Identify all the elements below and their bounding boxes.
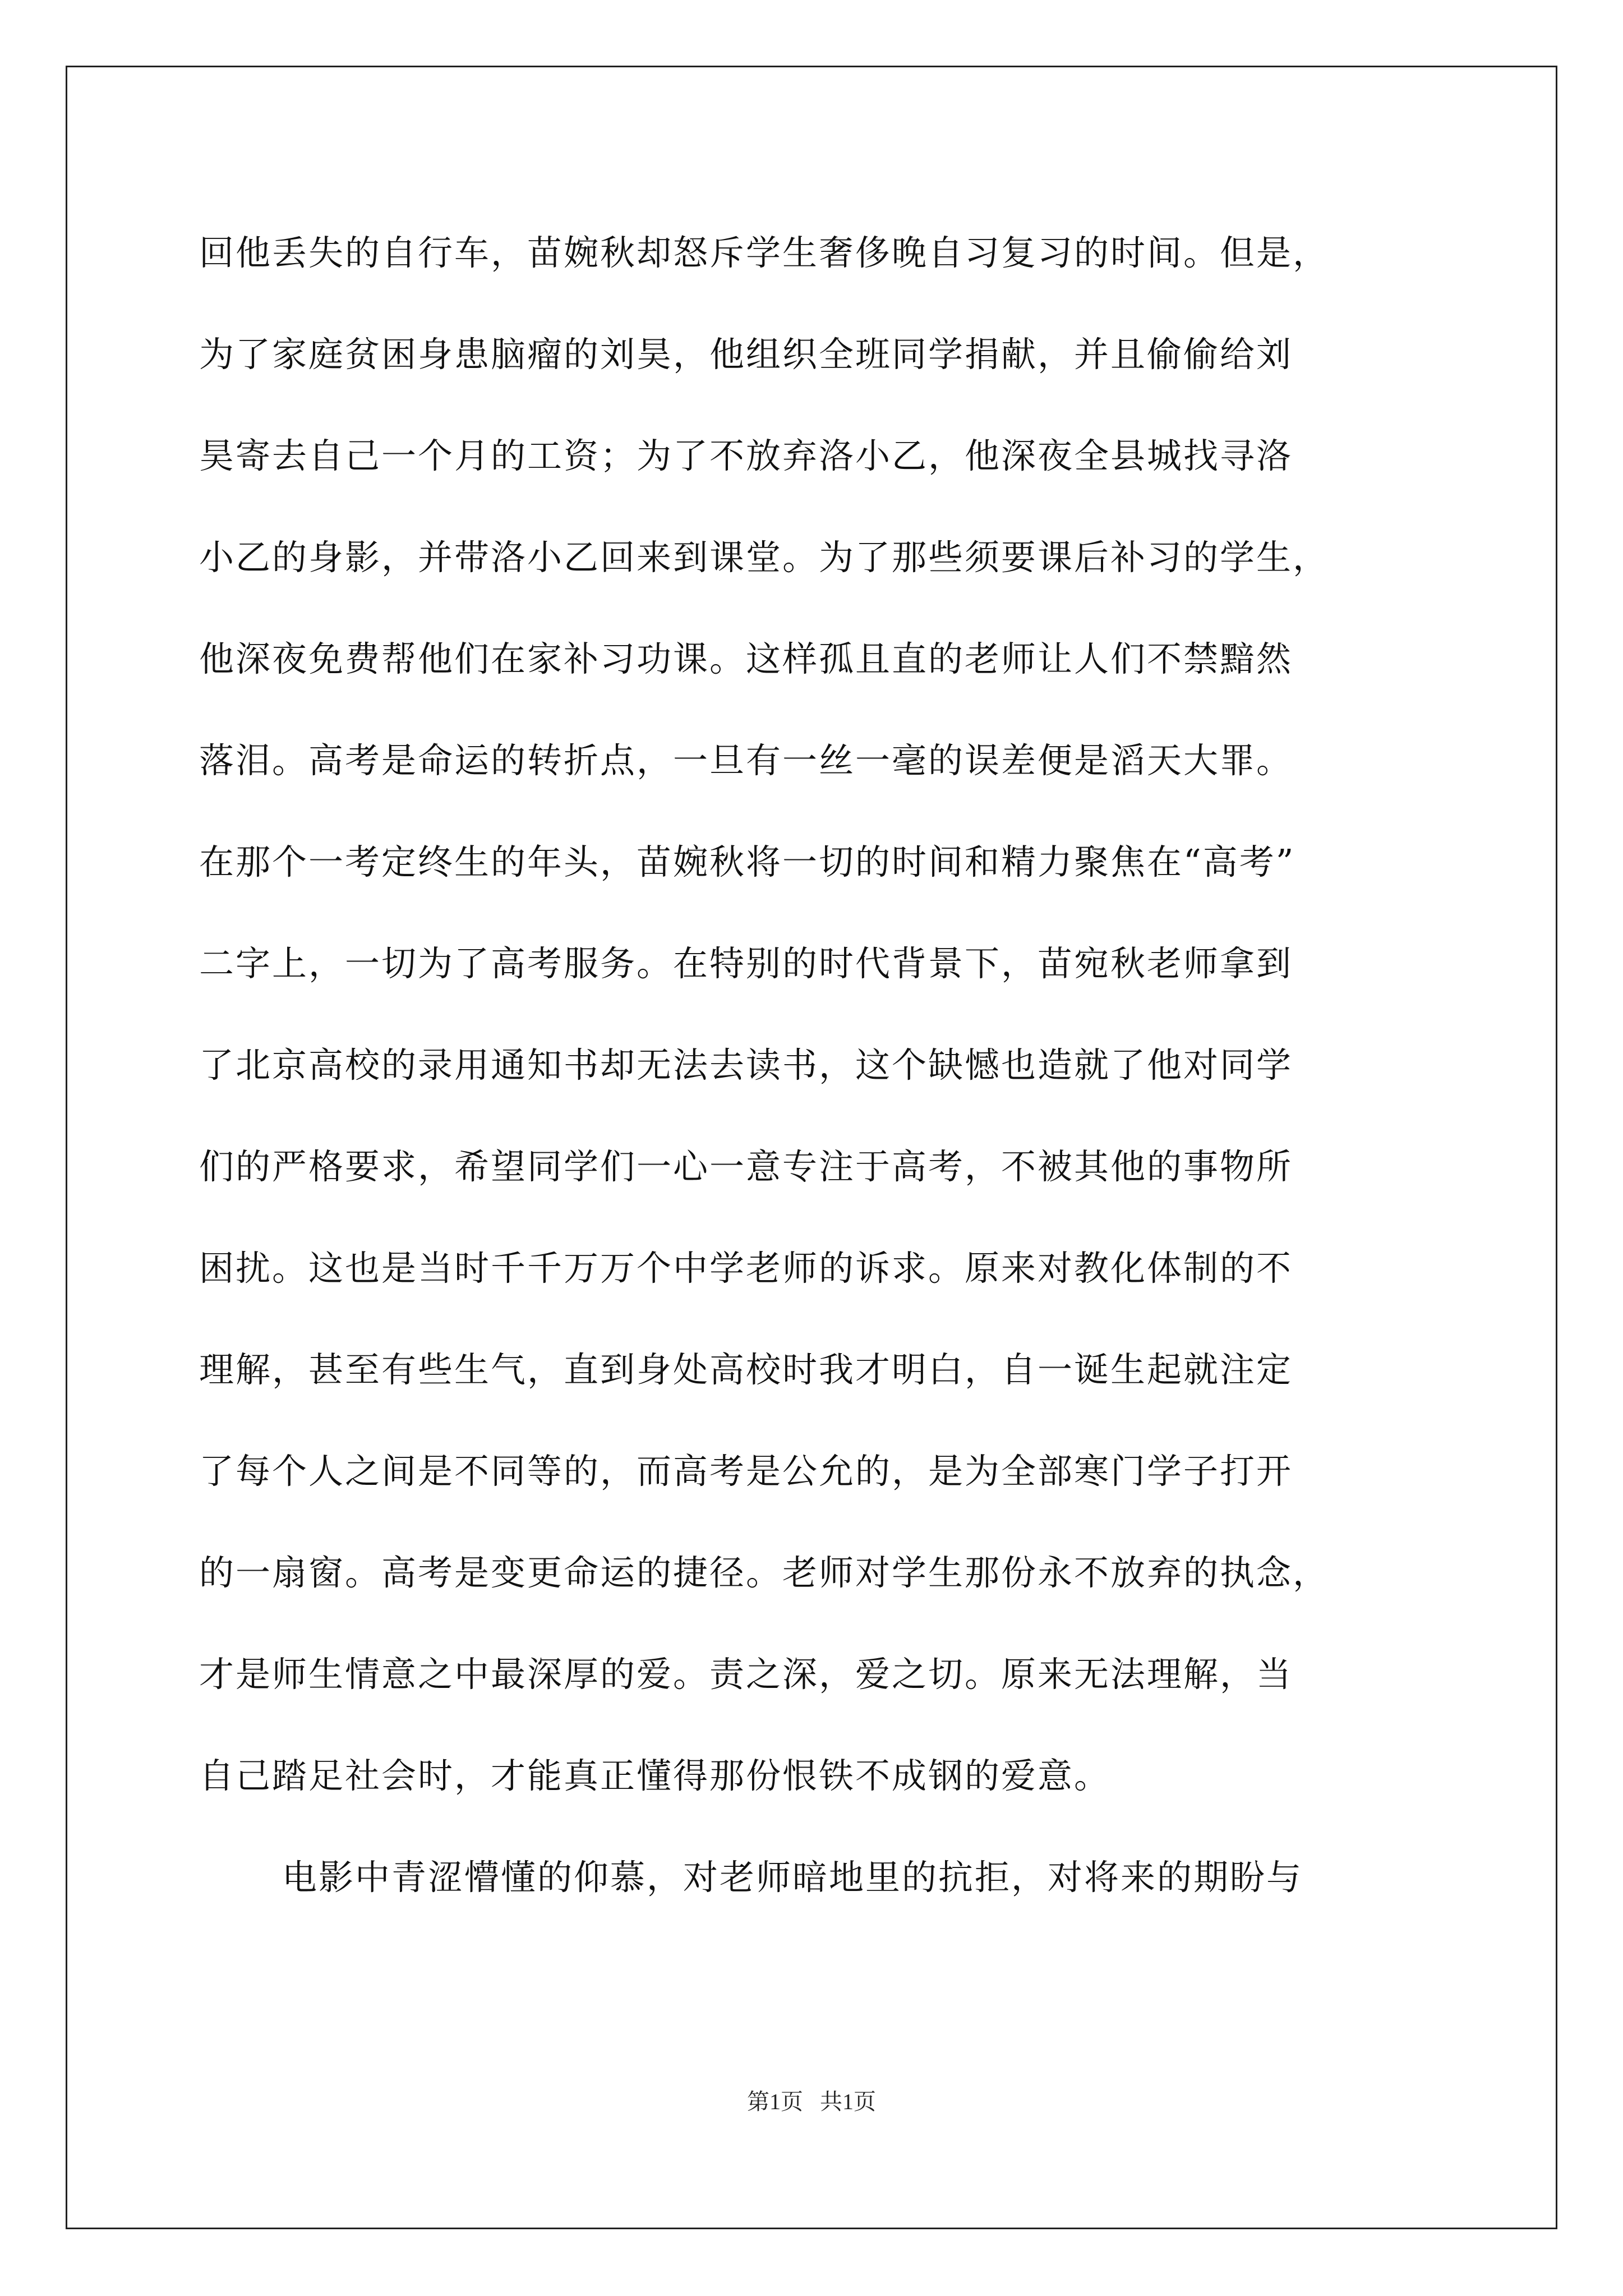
text-line: 在那个一考定终生的年头，苗婉秋将一切的时间和精力聚焦在“高考” [199,841,1295,882]
text-line: 自己踏足社会时，才能真正懂得那份恨铁不成钢的爱意。 [199,1755,1111,1796]
text-line: 的一扇窗。高考是变更命运的捷径。老师对学生那份永不放弃的执念， [199,1552,1330,1593]
text-line: 了北京高校的录用通知书却无法去读书，这个缺憾也造就了他对同学 [199,1045,1293,1085]
paragraph-start-line: 电影中青涩懵懂的仰慕，对老师暗地里的抗拒，对将来的期盼与 [282,1857,1303,1898]
text-line: 们的严格要求，希望同学们一心一意专注于高考，不被其他的事物所 [199,1146,1293,1187]
text-line: 才是师生情意之中最深厚的爱。责之深，爱之切。原来无法理解，当 [199,1654,1293,1695]
text-line: 了每个人之间是不同等的，而高考是公允的，是为全部寒门学子打开 [199,1451,1293,1492]
text-line: 小乙的身影，并带洛小乙回来到课堂。为了那些须要课后补习的学生， [199,537,1330,578]
text-line: 二字上，一切为了高考服务。在特别的时代背景下，苗宛秋老师拿到 [199,943,1293,984]
text-line: 困扰。这也是当时千千万万个中学老师的诉求。原来对教化体制的不 [199,1248,1293,1289]
page-footer: 第1页 共1页 [747,2089,876,2114]
text-line: 回他丢失的自行车，苗婉秋却怒斥学生奢侈晚自习复习的时间。但是， [199,232,1330,273]
text-line: 为了家庭贫困身患脑瘤的刘昊，他组织全班同学捐献，并且偷偷给刘 [199,334,1293,375]
text-line: 理解，甚至有些生气，直到身处高校时我才明白，自一诞生起就注定 [199,1349,1293,1390]
document-body [199,202,1438,1928]
text-line: 昊寄去自己一个月的工资；为了不放弃洛小乙，他深夜全县城找寻洛 [199,435,1293,476]
text-line: 落泪。高考是命运的转折点，一旦有一丝一毫的误差便是滔天大罪。 [199,740,1293,781]
text-line: 他深夜免费帮他们在家补习功课。这样孤且直的老师让人们不禁黯然 [199,638,1293,679]
